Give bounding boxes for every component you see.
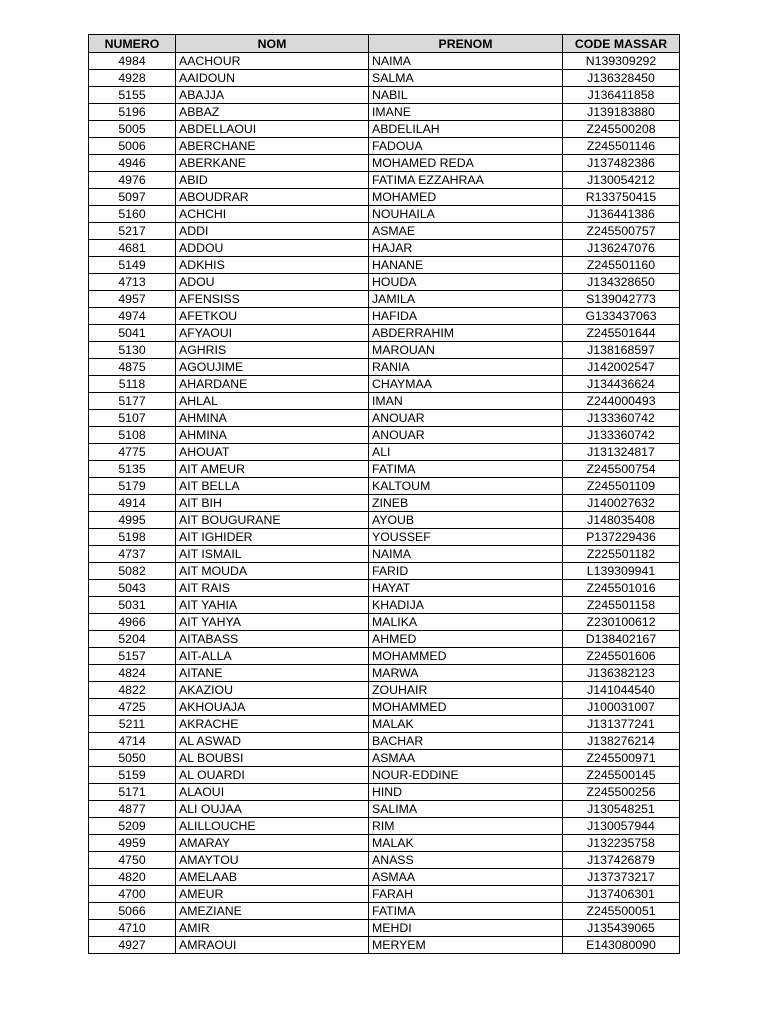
cell-prenom: IMAN	[369, 393, 563, 410]
cell-numero: 5160	[89, 206, 176, 223]
cell-numero: 5159	[89, 767, 176, 784]
header-numero: NUMERO	[89, 35, 176, 53]
cell-code-massar: J136441386	[563, 206, 680, 223]
cell-numero: 5177	[89, 393, 176, 410]
cell-numero: 5155	[89, 87, 176, 104]
cell-numero: 5198	[89, 529, 176, 546]
cell-nom: AKHOUAJA	[176, 699, 369, 716]
cell-numero: 4681	[89, 240, 176, 257]
cell-code-massar: J140027632	[563, 495, 680, 512]
cell-numero: 5204	[89, 631, 176, 648]
cell-nom: ABBAZ	[176, 104, 369, 121]
cell-code-massar: J136411858	[563, 87, 680, 104]
cell-numero: 4820	[89, 869, 176, 886]
cell-prenom: MEHDI	[369, 920, 563, 937]
cell-code-massar: J138276214	[563, 733, 680, 750]
cell-nom: ADKHIS	[176, 257, 369, 274]
cell-numero: 5082	[89, 563, 176, 580]
cell-code-massar: Z245500051	[563, 903, 680, 920]
cell-nom: AIT BIH	[176, 495, 369, 512]
cell-numero: 4725	[89, 699, 176, 716]
table-row	[89, 580, 680, 597]
cell-prenom: YOUSSEF	[369, 529, 563, 546]
table-row	[89, 852, 680, 869]
table-row	[89, 70, 680, 87]
cell-code-massar: J130548251	[563, 801, 680, 818]
table-row	[89, 784, 680, 801]
cell-numero: 5108	[89, 427, 176, 444]
table-row	[89, 206, 680, 223]
table-row	[89, 155, 680, 172]
table-row	[89, 240, 680, 257]
cell-nom: AKRACHE	[176, 716, 369, 733]
cell-code-massar: Z225501182	[563, 546, 680, 563]
cell-prenom: MOHAMMED	[369, 699, 563, 716]
cell-prenom: ABDERRAHIM	[369, 325, 563, 342]
cell-nom: AMARAY	[176, 835, 369, 852]
cell-prenom: JAMILA	[369, 291, 563, 308]
cell-prenom: MOHAMED	[369, 189, 563, 206]
table-row	[89, 410, 680, 427]
cell-nom: AHOUAT	[176, 444, 369, 461]
cell-numero: 5006	[89, 138, 176, 155]
cell-nom: AIT IGHIDER	[176, 529, 369, 546]
table-row	[89, 648, 680, 665]
header-row	[89, 35, 680, 53]
cell-code-massar: J137373217	[563, 869, 680, 886]
table-row	[89, 920, 680, 937]
cell-code-massar: J135439065	[563, 920, 680, 937]
cell-numero: 5066	[89, 903, 176, 920]
cell-code-massar: J139183880	[563, 104, 680, 121]
cell-code-massar: J141044540	[563, 682, 680, 699]
cell-numero: 4914	[89, 495, 176, 512]
cell-prenom: AYOUB	[369, 512, 563, 529]
table-row	[89, 308, 680, 325]
cell-numero: 4974	[89, 308, 176, 325]
cell-code-massar: Z245501158	[563, 597, 680, 614]
cell-code-massar: J130054212	[563, 172, 680, 189]
cell-code-massar: D138402167	[563, 631, 680, 648]
table-row	[89, 512, 680, 529]
cell-nom: AHARDANE	[176, 376, 369, 393]
cell-numero: 4966	[89, 614, 176, 631]
student-list-table	[88, 34, 680, 954]
cell-nom: AMAYTOU	[176, 852, 369, 869]
cell-numero: 4927	[89, 937, 176, 954]
cell-code-massar: Z245500208	[563, 121, 680, 138]
cell-prenom: MARWA	[369, 665, 563, 682]
cell-nom: AL ASWAD	[176, 733, 369, 750]
cell-numero: 5135	[89, 461, 176, 478]
cell-numero: 4957	[89, 291, 176, 308]
cell-nom: AIT YAHYA	[176, 614, 369, 631]
cell-numero: 4714	[89, 733, 176, 750]
table-row	[89, 750, 680, 767]
cell-numero: 5171	[89, 784, 176, 801]
cell-nom: AIT BOUGURANE	[176, 512, 369, 529]
cell-code-massar: Z245501160	[563, 257, 680, 274]
cell-prenom: ZINEB	[369, 495, 563, 512]
cell-numero: 5196	[89, 104, 176, 121]
cell-code-massar: J130057944	[563, 818, 680, 835]
cell-prenom: HOUDA	[369, 274, 563, 291]
cell-code-massar: N139309292	[563, 53, 680, 70]
cell-numero: 4737	[89, 546, 176, 563]
cell-nom: ABOUDRAR	[176, 189, 369, 206]
cell-code-massar: Z245500256	[563, 784, 680, 801]
cell-code-massar: Z245501606	[563, 648, 680, 665]
cell-code-massar: R133750415	[563, 189, 680, 206]
cell-code-massar: J131324817	[563, 444, 680, 461]
cell-numero: 4928	[89, 70, 176, 87]
table-row	[89, 563, 680, 580]
table-row	[89, 461, 680, 478]
cell-numero: 5050	[89, 750, 176, 767]
table-row	[89, 376, 680, 393]
cell-numero: 5005	[89, 121, 176, 138]
table-row	[89, 597, 680, 614]
cell-numero: 5149	[89, 257, 176, 274]
table-row	[89, 104, 680, 121]
cell-nom: ADOU	[176, 274, 369, 291]
table-row	[89, 665, 680, 682]
cell-code-massar: Z245500757	[563, 223, 680, 240]
cell-prenom: SALMA	[369, 70, 563, 87]
cell-numero: 5209	[89, 818, 176, 835]
table-row	[89, 903, 680, 920]
cell-code-massar: S139042773	[563, 291, 680, 308]
cell-nom: ABID	[176, 172, 369, 189]
cell-numero: 4877	[89, 801, 176, 818]
cell-prenom: ALI	[369, 444, 563, 461]
cell-prenom: NOUR-EDDINE	[369, 767, 563, 784]
cell-prenom: HAJAR	[369, 240, 563, 257]
cell-nom: AMEZIANE	[176, 903, 369, 920]
cell-nom: AIT AMEUR	[176, 461, 369, 478]
cell-code-massar: Z245500971	[563, 750, 680, 767]
cell-code-massar: J136328450	[563, 70, 680, 87]
cell-code-massar: P137229436	[563, 529, 680, 546]
cell-code-massar: Z245501146	[563, 138, 680, 155]
cell-prenom: MAROUAN	[369, 342, 563, 359]
cell-prenom: SALIMA	[369, 801, 563, 818]
cell-nom: ABERCHANE	[176, 138, 369, 155]
cell-nom: AGHRIS	[176, 342, 369, 359]
cell-prenom: AHMED	[369, 631, 563, 648]
cell-numero: 5179	[89, 478, 176, 495]
cell-code-massar: J134328650	[563, 274, 680, 291]
cell-prenom: FARAH	[369, 886, 563, 903]
cell-code-massar: L139309941	[563, 563, 680, 580]
table-row	[89, 818, 680, 835]
cell-nom: ABDELLAOUI	[176, 121, 369, 138]
cell-nom: AITANE	[176, 665, 369, 682]
cell-numero: 4984	[89, 53, 176, 70]
cell-numero: 5157	[89, 648, 176, 665]
cell-nom: ALAOUI	[176, 784, 369, 801]
cell-nom: AMRAOUI	[176, 937, 369, 954]
table-row	[89, 359, 680, 376]
cell-nom: AGOUJIME	[176, 359, 369, 376]
header-nom: NOM	[176, 35, 369, 53]
cell-prenom: NAIMA	[369, 53, 563, 70]
cell-code-massar: J134436624	[563, 376, 680, 393]
cell-numero: 4750	[89, 852, 176, 869]
cell-code-massar: J137482386	[563, 155, 680, 172]
cell-nom: ADDI	[176, 223, 369, 240]
cell-prenom: HANANE	[369, 257, 563, 274]
cell-nom: AL OUARDI	[176, 767, 369, 784]
cell-code-massar: J136247076	[563, 240, 680, 257]
cell-code-massar: J136382123	[563, 665, 680, 682]
cell-nom: AIT ISMAIL	[176, 546, 369, 563]
cell-numero: 4824	[89, 665, 176, 682]
cell-prenom: NOUHAILA	[369, 206, 563, 223]
cell-prenom: ZOUHAIR	[369, 682, 563, 699]
header-code-massar: CODE MASSAR	[563, 35, 680, 53]
cell-nom: AHLAL	[176, 393, 369, 410]
cell-numero: 4995	[89, 512, 176, 529]
cell-code-massar: G133437063	[563, 308, 680, 325]
cell-code-massar: J137426879	[563, 852, 680, 869]
cell-code-massar: J133360742	[563, 427, 680, 444]
table-row	[89, 869, 680, 886]
cell-numero: 5211	[89, 716, 176, 733]
cell-prenom: RIM	[369, 818, 563, 835]
cell-prenom: MALAK	[369, 835, 563, 852]
cell-nom: ACHCHI	[176, 206, 369, 223]
cell-prenom: NABIL	[369, 87, 563, 104]
cell-nom: AFENSISS	[176, 291, 369, 308]
cell-code-massar: Z245500145	[563, 767, 680, 784]
cell-code-massar: J148035408	[563, 512, 680, 529]
table-row	[89, 53, 680, 70]
cell-nom: AKAZIOU	[176, 682, 369, 699]
table-row	[89, 733, 680, 750]
cell-prenom: ABDELILAH	[369, 121, 563, 138]
cell-prenom: MERYEM	[369, 937, 563, 954]
cell-code-massar: J131377241	[563, 716, 680, 733]
cell-code-massar: J132235758	[563, 835, 680, 852]
cell-code-massar: J137406301	[563, 886, 680, 903]
cell-nom: ABERKANE	[176, 155, 369, 172]
cell-prenom: CHAYMAA	[369, 376, 563, 393]
table-row	[89, 699, 680, 716]
table-row	[89, 835, 680, 852]
table-row	[89, 189, 680, 206]
cell-numero: 5041	[89, 325, 176, 342]
cell-nom: AIT YAHIA	[176, 597, 369, 614]
cell-nom: AAIDOUN	[176, 70, 369, 87]
cell-prenom: ANOUAR	[369, 427, 563, 444]
cell-numero: 5043	[89, 580, 176, 597]
cell-prenom: ASMAA	[369, 869, 563, 886]
cell-numero: 4713	[89, 274, 176, 291]
cell-numero: 5217	[89, 223, 176, 240]
table-row	[89, 767, 680, 784]
cell-code-massar: J138168597	[563, 342, 680, 359]
cell-nom: AITABASS	[176, 631, 369, 648]
cell-prenom: FARID	[369, 563, 563, 580]
cell-code-massar: Z245501109	[563, 478, 680, 495]
cell-code-massar: J100031007	[563, 699, 680, 716]
table-row	[89, 614, 680, 631]
cell-prenom: MOHAMMED	[369, 648, 563, 665]
cell-code-massar: Z245501016	[563, 580, 680, 597]
cell-nom: ABAJJA	[176, 87, 369, 104]
cell-prenom: ASMAE	[369, 223, 563, 240]
table-row	[89, 427, 680, 444]
cell-nom: AFYAOUI	[176, 325, 369, 342]
table-row	[89, 478, 680, 495]
cell-numero: 4700	[89, 886, 176, 903]
cell-nom: ALI OUJAA	[176, 801, 369, 818]
cell-numero: 4822	[89, 682, 176, 699]
cell-nom: AMEUR	[176, 886, 369, 903]
table-row	[89, 342, 680, 359]
cell-nom: AHMINA	[176, 427, 369, 444]
cell-numero: 4946	[89, 155, 176, 172]
cell-nom: ADDOU	[176, 240, 369, 257]
cell-numero: 5097	[89, 189, 176, 206]
header-prenom: PRENOM	[369, 35, 563, 53]
cell-code-massar: Z230100612	[563, 614, 680, 631]
cell-nom: ALILLOUCHE	[176, 818, 369, 835]
cell-prenom: IMANE	[369, 104, 563, 121]
cell-nom: AIT BELLA	[176, 478, 369, 495]
cell-prenom: RANIA	[369, 359, 563, 376]
table-row	[89, 121, 680, 138]
cell-nom: AHMINA	[176, 410, 369, 427]
cell-numero: 5130	[89, 342, 176, 359]
cell-nom: AMIR	[176, 920, 369, 937]
cell-numero: 5118	[89, 376, 176, 393]
cell-prenom: MOHAMED REDA	[369, 155, 563, 172]
cell-nom: AMELAAB	[176, 869, 369, 886]
cell-prenom: KHADIJA	[369, 597, 563, 614]
cell-prenom: HIND	[369, 784, 563, 801]
cell-prenom: ANOUAR	[369, 410, 563, 427]
cell-nom: AACHOUR	[176, 53, 369, 70]
table-row	[89, 87, 680, 104]
table-row	[89, 274, 680, 291]
table-row	[89, 546, 680, 563]
cell-numero: 4976	[89, 172, 176, 189]
table-row	[89, 393, 680, 410]
cell-numero: 5107	[89, 410, 176, 427]
cell-code-massar: Z244000493	[563, 393, 680, 410]
cell-prenom: ANASS	[369, 852, 563, 869]
table-row	[89, 495, 680, 512]
table-row	[89, 257, 680, 274]
cell-prenom: HAYAT	[369, 580, 563, 597]
cell-prenom: FATIMA EZZAHRAA	[369, 172, 563, 189]
table-row	[89, 886, 680, 903]
table-row	[89, 325, 680, 342]
table-body	[89, 53, 680, 954]
cell-numero: 4710	[89, 920, 176, 937]
cell-prenom: HAFIDA	[369, 308, 563, 325]
cell-nom: AIT RAIS	[176, 580, 369, 597]
cell-prenom: BACHAR	[369, 733, 563, 750]
cell-prenom: NAIMA	[369, 546, 563, 563]
cell-prenom: KALTOUM	[369, 478, 563, 495]
table-row	[89, 444, 680, 461]
cell-nom: AFETKOU	[176, 308, 369, 325]
cell-code-massar: Z245500754	[563, 461, 680, 478]
cell-numero: 4875	[89, 359, 176, 376]
cell-prenom: FATIMA	[369, 461, 563, 478]
cell-nom: AIT MOUDA	[176, 563, 369, 580]
cell-prenom: FATIMA	[369, 903, 563, 920]
cell-numero: 4959	[89, 835, 176, 852]
cell-prenom: MALIKA	[369, 614, 563, 631]
cell-code-massar: Z245501644	[563, 325, 680, 342]
table-row	[89, 172, 680, 189]
cell-code-massar: J133360742	[563, 410, 680, 427]
table-row	[89, 529, 680, 546]
table-row	[89, 801, 680, 818]
table-row	[89, 937, 680, 954]
cell-code-massar: E143080090	[563, 937, 680, 954]
cell-numero: 5031	[89, 597, 176, 614]
table-row	[89, 138, 680, 155]
cell-prenom: MALAK	[369, 716, 563, 733]
table-row	[89, 716, 680, 733]
table-row	[89, 682, 680, 699]
cell-code-massar: J142002547	[563, 359, 680, 376]
cell-nom: AL BOUBSI	[176, 750, 369, 767]
table-row	[89, 631, 680, 648]
table-header	[89, 35, 680, 53]
cell-prenom: ASMAA	[369, 750, 563, 767]
table-row	[89, 223, 680, 240]
cell-nom: AIT-ALLA	[176, 648, 369, 665]
cell-numero: 4775	[89, 444, 176, 461]
cell-prenom: FADOUA	[369, 138, 563, 155]
table-row	[89, 291, 680, 308]
